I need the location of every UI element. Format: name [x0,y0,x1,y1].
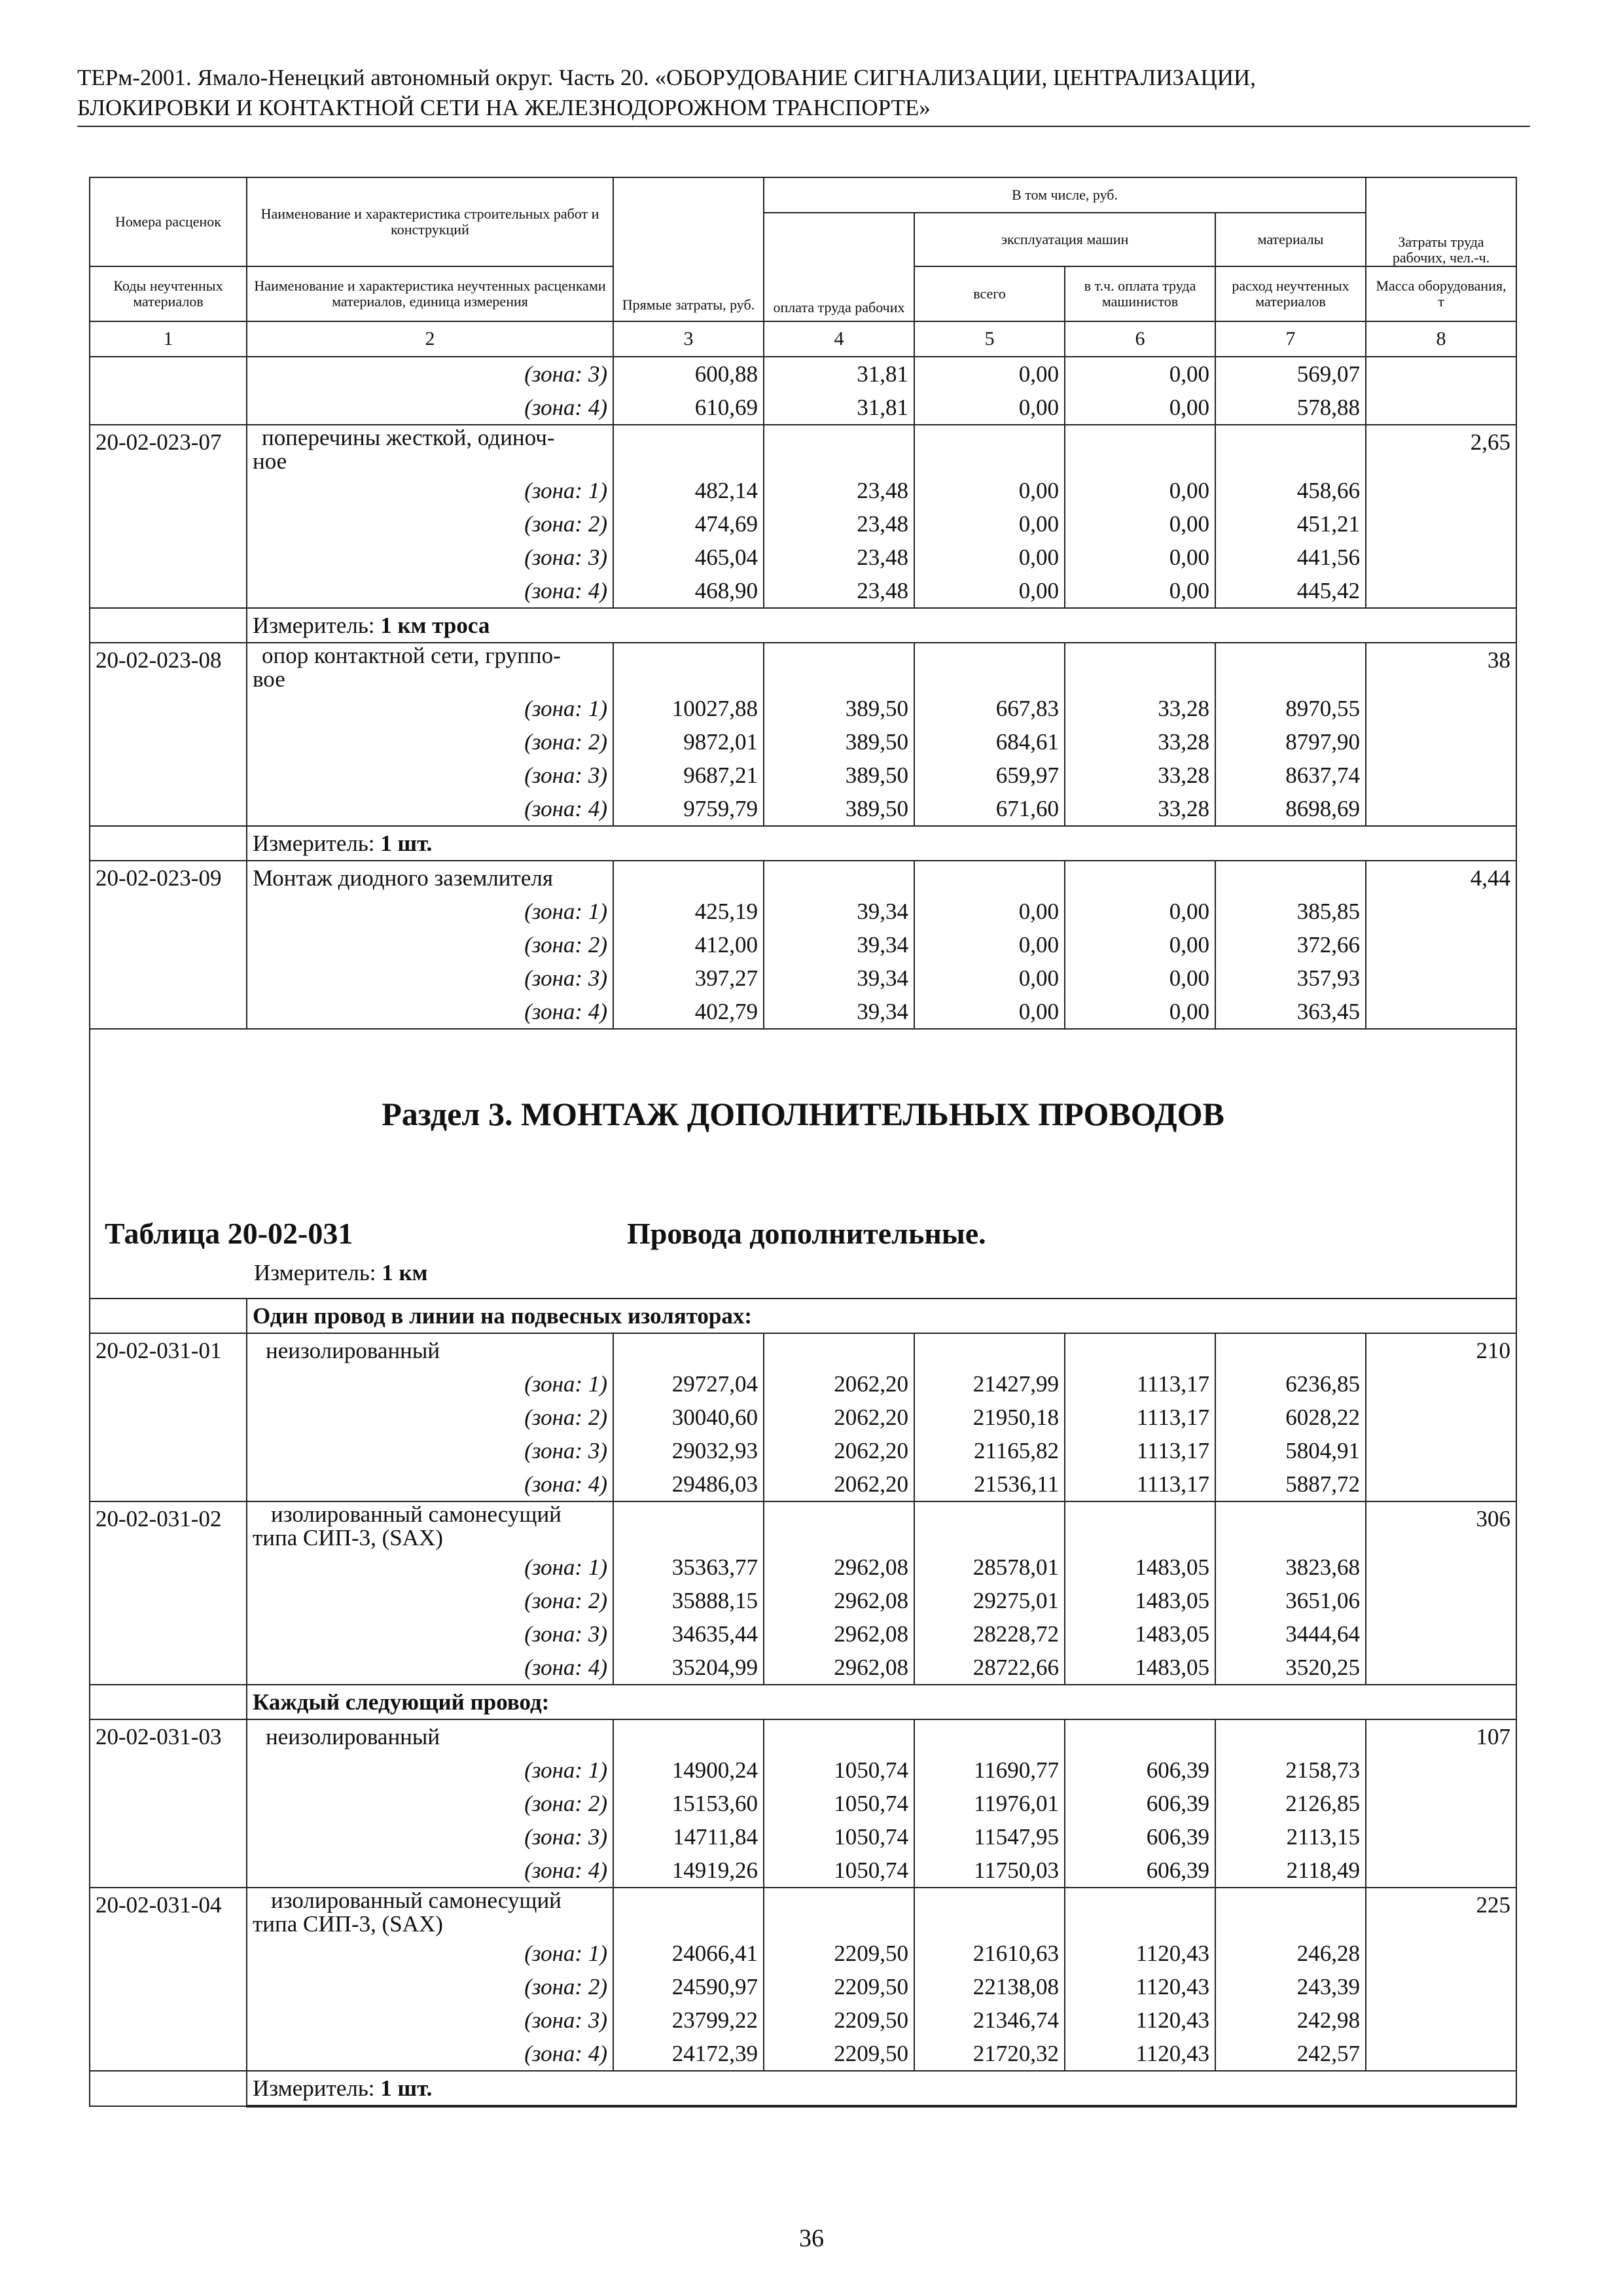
zone-label: (зона: 1) [247,1937,613,1970]
machinist-pay: 0,00 [1065,507,1215,541]
machine-total: 0,00 [914,474,1065,507]
table-row [90,1551,1516,1584]
equipment-mass: 38 [1366,643,1516,692]
labor-pay: 1050,74 [764,1854,914,1888]
zone-label: (зона: 4) [247,995,613,1029]
table-row [90,1367,1516,1401]
zone-label: (зона: 1) [247,1551,613,1584]
rate-name: неизолированный [247,1719,613,1753]
machinist-pay: 1120,43 [1065,2037,1215,2071]
rate-code: 20-02-023-07 [90,425,247,474]
labor-pay: 23,48 [764,507,914,541]
direct-cost: 23799,22 [613,2003,764,2037]
materials: 3823,68 [1215,1551,1366,1584]
table-header-row-1 [90,177,1516,213]
table-row [90,759,1516,792]
measure-label: Измеритель: [253,2075,375,2101]
table-row [90,425,1516,474]
measure-value: 1 шт. [380,2075,433,2101]
header-including: В том числе, руб. [764,177,1366,213]
machine-total: 21720,32 [914,2037,1065,2071]
rate-code: 20-02-023-08 [90,643,247,692]
zone-label: (зона: 1) [247,1753,613,1787]
direct-cost: 24172,39 [613,2037,764,2071]
labor-pay: 2062,20 [764,1401,914,1434]
measure-text [247,608,1516,643]
labor-pay: 2209,50 [764,1970,914,2003]
labor-pay: 2962,08 [764,1651,914,1685]
machine-total: 28228,72 [914,1617,1065,1651]
table-row [90,725,1516,759]
equipment-mass: 225 [1366,1888,1516,1937]
direct-cost: 10027,88 [613,692,764,725]
materials: 242,57 [1215,2037,1366,2071]
machine-total: 0,00 [914,961,1065,995]
machinist-pay: 0,00 [1065,541,1215,574]
rate-name: Монтаж диодного заземлителя [247,861,613,895]
zone-label: (зона: 3) [247,541,613,574]
zone-label: (зона: 4) [247,2037,613,2071]
header-line-2: БЛОКИРОВКИ И КОНТАКТНОЙ СЕТИ НА ЖЕЛЕЗНОДОРОЖНОМ ТРАНСПОРТЕ» [77,95,931,120]
table-row [90,1401,1516,1434]
equipment-mass: 107 [1366,1719,1516,1753]
machinist-pay: 0,00 [1065,928,1215,961]
header-labor-pay: оплата труда рабочих [764,213,914,321]
machinist-pay: 1113,17 [1065,1467,1215,1501]
machinist-pay: 33,28 [1065,792,1215,826]
machinist-pay: 33,28 [1065,692,1215,725]
direct-cost: 24590,97 [613,1970,764,2003]
measure-label: Измеритель: [254,1260,376,1285]
table-row [90,1937,1516,1970]
direct-cost: 474,69 [613,507,764,541]
machine-total: 0,00 [914,391,1065,425]
materials: 246,28 [1215,1937,1366,1970]
zone-label: (зона: 4) [247,1467,613,1501]
labor-pay: 39,34 [764,995,914,1029]
section-measure [254,1260,428,1286]
labor-pay: 23,48 [764,474,914,507]
table-row [90,541,1516,574]
labor-pay: 389,50 [764,692,914,725]
table-row [90,474,1516,507]
machine-total: 29275,01 [914,1584,1065,1617]
zone-label: (зона: 1) [247,895,613,928]
table-row [90,692,1516,725]
direct-cost: 34635,44 [613,1617,764,1651]
materials: 2113,15 [1215,1820,1366,1854]
direct-cost: 35888,15 [613,1584,764,1617]
machinist-pay: 606,39 [1065,1854,1215,1888]
header-unaccounted-consumption: расход неучтенных материалов [1215,266,1366,321]
col-number: 5 [914,321,1065,357]
zone-label: (зона: 2) [247,1584,613,1617]
equipment-mass: 306 [1366,1501,1516,1551]
direct-cost: 465,04 [613,541,764,574]
machine-total: 684,61 [914,725,1065,759]
subheading-row [90,1299,1516,1333]
col-number: 8 [1366,321,1516,357]
machine-total: 0,00 [914,507,1065,541]
machinist-pay: 0,00 [1065,357,1215,391]
machine-total: 21165,82 [914,1434,1065,1467]
table-row [90,1467,1516,1501]
col-number: 7 [1215,321,1366,357]
table-row [90,1753,1516,1787]
table-row [90,574,1516,608]
machine-total: 21427,99 [914,1367,1065,1401]
zone-label: (зона: 1) [247,692,613,725]
direct-cost: 412,00 [613,928,764,961]
machinist-pay: 33,28 [1065,725,1215,759]
labor-pay: 2062,20 [764,1467,914,1501]
labor-pay: 1050,74 [764,1787,914,1820]
zone-label: (зона: 2) [247,1970,613,2003]
measure-row [90,2071,1516,2106]
machinist-pay: 1483,05 [1065,1551,1215,1584]
header-unaccounted-name: Наименование и характеристика неучтенных расценками материалов, единица измерения [247,266,613,321]
direct-cost: 14919,26 [613,1854,764,1888]
measure-value: 1 км троса [380,612,490,638]
header-line-1: ТЕРм-2001. Ямало-Ненецкий автономный округ. Часть 20. «ОБОРУДОВАНИЕ СИГНАЛИЗАЦИИ, ЦЕНТРАЛИЗАЦИИ, [77,65,1257,90]
machinist-pay: 0,00 [1065,895,1215,928]
table-row [90,1434,1516,1467]
materials: 243,39 [1215,1970,1366,2003]
table-row [90,507,1516,541]
zone-label: (зона: 2) [247,725,613,759]
labor-pay: 2209,50 [764,2037,914,2071]
table-row [90,1787,1516,1820]
direct-cost: 9759,79 [613,792,764,826]
table-row [90,1333,1516,1367]
zone-label: (зона: 2) [247,928,613,961]
zone-label: (зона: 4) [247,1651,613,1685]
measure-text [247,826,1516,861]
machine-total: 0,00 [914,541,1065,574]
machine-total: 11976,01 [914,1787,1065,1820]
rate-name-line: изолированный самонесущий [271,1888,562,1913]
col-number: 3 [613,321,764,357]
zone-label: (зона: 3) [247,1434,613,1467]
direct-cost: 15153,60 [613,1787,764,1820]
page-number: 36 [799,2225,824,2252]
machine-total: 0,00 [914,995,1065,1029]
header-equipment-mass: Масса оборудования, т [1366,266,1516,321]
materials: 445,42 [1215,574,1366,608]
direct-cost: 468,90 [613,574,764,608]
section-block [90,1029,1516,1299]
table-row [90,861,1516,895]
machine-total: 22138,08 [914,1970,1065,2003]
measure-text [247,2071,1516,2106]
zone-label: (зона: 3) [247,1617,613,1651]
table-row [90,2003,1516,2037]
col-number: 6 [1065,321,1215,357]
direct-cost: 30040,60 [613,1401,764,1434]
col-number: 4 [764,321,914,357]
rate-name-line: опор контактной сети, группо- [262,643,561,668]
header-rule [77,126,1530,127]
zone-label: (зона: 3) [247,961,613,995]
machine-total: 21536,11 [914,1467,1065,1501]
direct-cost: 29032,93 [613,1434,764,1467]
rate-name: неизолированный [247,1333,613,1367]
materials: 8970,55 [1215,692,1366,725]
table-row [90,961,1516,995]
rate-code: 20-02-031-03 [90,1719,247,1753]
machinist-pay: 0,00 [1065,474,1215,507]
materials: 441,56 [1215,541,1366,574]
machinist-pay: 606,39 [1065,1820,1215,1854]
direct-cost: 9872,01 [613,725,764,759]
rate-name-line: поперечины жесткой, одиноч- [262,425,555,450]
rate-name [247,425,613,474]
machine-total: 0,00 [914,928,1065,961]
direct-cost: 24066,41 [613,1937,764,1970]
zone-label: (зона: 1) [247,1367,613,1401]
table-row [90,995,1516,1029]
table-row [90,1617,1516,1651]
subheading: Один провод в линии на подвесных изоляторах: [247,1299,1516,1333]
zone-label: (зона: 1) [247,474,613,507]
materials: 569,07 [1215,357,1366,391]
table-name: Провода дополнительные. [627,1217,986,1250]
materials: 357,93 [1215,961,1366,995]
rate-name-line: вое [253,666,285,692]
direct-cost: 600,88 [613,357,764,391]
section-title: Раздел 3. МОНТАЖ ДОПОЛНИТЕЛЬНЫХ ПРОВОДОВ [382,1096,1224,1132]
machine-total: 659,97 [914,759,1065,792]
col-number: 1 [90,321,247,357]
materials: 5887,72 [1215,1467,1366,1501]
labor-pay: 2209,50 [764,2003,914,2037]
materials: 578,88 [1215,391,1366,425]
table-row [90,1584,1516,1617]
materials: 8797,90 [1215,725,1366,759]
rate-name [247,643,613,692]
rate-code: 20-02-031-04 [90,1888,247,1937]
materials: 3520,25 [1215,1651,1366,1685]
machine-total: 21346,74 [914,2003,1065,2037]
direct-cost: 610,69 [613,391,764,425]
materials: 458,66 [1215,474,1366,507]
machine-total: 11690,77 [914,1753,1065,1787]
table-row [90,357,1516,391]
labor-pay: 2962,08 [764,1617,914,1651]
materials: 2118,49 [1215,1854,1366,1888]
direct-cost: 35204,99 [613,1651,764,1685]
header-name: Наименование и характеристика строительных работ и конструкций [247,177,613,266]
machinist-pay: 606,39 [1065,1787,1215,1820]
machinist-pay: 1113,17 [1065,1434,1215,1467]
machine-total: 667,83 [914,692,1065,725]
machinist-pay: 0,00 [1065,961,1215,995]
machine-total: 28722,66 [914,1651,1065,1685]
table-row [90,1888,1516,1937]
equipment-mass: 2,65 [1366,425,1516,474]
table-label: Таблица 20-02-031 [105,1217,353,1250]
table-row [90,1854,1516,1888]
table-row [90,391,1516,425]
header-machine-ops: эксплуатация машин [914,213,1215,266]
direct-cost: 29727,04 [613,1367,764,1401]
column-numbers-row [90,321,1516,357]
zone-label: (зона: 3) [247,759,613,792]
machine-total: 0,00 [914,574,1065,608]
measure-value: 1 шт. [380,830,433,856]
machinist-pay: 1113,17 [1065,1401,1215,1434]
table-row [90,895,1516,928]
materials: 2126,85 [1215,1787,1366,1820]
direct-cost: 402,79 [613,995,764,1029]
subheading: Каждый следующий провод: [247,1685,1516,1719]
zone-label: (зона: 4) [247,574,613,608]
zone-label: (зона: 4) [247,792,613,826]
header-total: всего [914,266,1065,321]
rate-code: 20-02-031-02 [90,1501,247,1551]
materials: 3651,06 [1215,1584,1366,1617]
table-row [90,2037,1516,2071]
rate-name-line: изолированный самонесущий [271,1501,562,1527]
equipment-mass: 210 [1366,1333,1516,1367]
rate-name-line: ное [253,448,287,474]
zone-label: (зона: 4) [247,391,613,425]
header-labor-cost: Затраты труда рабочих, чел.-ч. [1366,177,1516,266]
table-row [90,928,1516,961]
direct-cost: 35363,77 [613,1551,764,1584]
header-materials: материалы [1215,213,1366,266]
machinist-pay: 1120,43 [1065,1937,1215,1970]
zone-label: (зона: 4) [247,1854,613,1888]
direct-cost: 29486,03 [613,1467,764,1501]
materials: 2158,73 [1215,1753,1366,1787]
labor-pay: 23,48 [764,541,914,574]
machine-total: 671,60 [914,792,1065,826]
rates-table [89,177,1517,2108]
measure-value: 1 км [382,1260,428,1285]
zone-label: (зона: 3) [247,1820,613,1854]
equipment-mass: 4,44 [1366,861,1516,895]
zone-label: (зона: 3) [247,357,613,391]
machinist-pay: 1113,17 [1065,1367,1215,1401]
labor-pay: 2062,20 [764,1434,914,1467]
machinist-pay: 1483,05 [1065,1584,1215,1617]
machine-total: 11750,03 [914,1854,1065,1888]
materials: 6236,85 [1215,1367,1366,1401]
table-row [90,792,1516,826]
machine-total: 11547,95 [914,1820,1065,1854]
materials: 242,98 [1215,2003,1366,2037]
direct-cost: 482,14 [613,474,764,507]
labor-pay: 2062,20 [764,1367,914,1401]
table-row [90,643,1516,692]
labor-pay: 2209,50 [764,1937,914,1970]
labor-pay: 39,34 [764,928,914,961]
direct-cost: 397,27 [613,961,764,995]
zone-label: (зона: 2) [247,507,613,541]
machine-total: 21610,63 [914,1937,1065,1970]
materials: 372,66 [1215,928,1366,961]
zone-label: (зона: 3) [247,2003,613,2037]
zone-label: (зона: 2) [247,1787,613,1820]
direct-cost: 14900,24 [613,1753,764,1787]
header-machinist-pay: в т.ч. оплата труда машинистов [1065,266,1215,321]
materials: 8637,74 [1215,759,1366,792]
rate-code: 20-02-031-01 [90,1333,247,1367]
rate-name [247,1501,613,1551]
labor-pay: 31,81 [764,391,914,425]
table-row [90,1501,1516,1551]
machinist-pay: 0,00 [1065,995,1215,1029]
machine-total: 0,00 [914,895,1065,928]
header-direct-costs: Прямые затраты, руб. [613,177,764,321]
header-unaccounted-codes: Коды неучтенных материалов [90,266,247,321]
machine-total: 21950,18 [914,1401,1065,1434]
labor-pay: 389,50 [764,759,914,792]
table-row [90,1719,1516,1753]
labor-pay: 1050,74 [764,1753,914,1787]
zone-label: (зона: 2) [247,1401,613,1434]
machine-total: 0,00 [914,357,1065,391]
rate-name-line: типа СИП-3, (SAX) [253,1525,443,1551]
labor-pay: 39,34 [764,961,914,995]
materials: 6028,22 [1215,1401,1366,1434]
machinist-pay: 1483,05 [1065,1651,1215,1685]
measure-label: Измеритель: [253,830,375,856]
measure-row [90,608,1516,643]
materials: 8698,69 [1215,792,1366,826]
machinist-pay: 606,39 [1065,1753,1215,1787]
labor-pay: 39,34 [764,895,914,928]
direct-cost: 14711,84 [613,1820,764,1854]
measure-label: Измеритель: [253,612,375,638]
materials: 3444,64 [1215,1617,1366,1651]
rate-name [247,1888,613,1937]
subheading-row [90,1685,1516,1719]
machinist-pay: 1120,43 [1065,1970,1215,2003]
labor-pay: 1050,74 [764,1820,914,1854]
machinist-pay: 0,00 [1065,391,1215,425]
table-row [90,1970,1516,2003]
labor-pay: 23,48 [764,574,914,608]
labor-pay: 389,50 [764,725,914,759]
materials: 363,45 [1215,995,1366,1029]
rate-code: 20-02-023-09 [90,861,247,895]
direct-cost: 425,19 [613,895,764,928]
measure-row [90,826,1516,861]
table-row [90,1651,1516,1685]
machine-total: 28578,01 [914,1551,1065,1584]
machinist-pay: 0,00 [1065,574,1215,608]
materials: 451,21 [1215,507,1366,541]
materials: 385,85 [1215,895,1366,928]
materials: 5804,91 [1215,1434,1366,1467]
machinist-pay: 33,28 [1065,759,1215,792]
table-row [90,1820,1516,1854]
machinist-pay: 1483,05 [1065,1617,1215,1651]
col-number: 2 [247,321,613,357]
header-codes: Номера расценок [90,177,247,266]
labor-pay: 389,50 [764,792,914,826]
labor-pay: 2962,08 [764,1584,914,1617]
page-header [77,63,1530,123]
direct-cost: 9687,21 [613,759,764,792]
labor-pay: 31,81 [764,357,914,391]
machinist-pay: 1120,43 [1065,2003,1215,2037]
labor-pay: 2962,08 [764,1551,914,1584]
rate-name-line: типа СИП-3, (SAX) [253,1911,443,1937]
